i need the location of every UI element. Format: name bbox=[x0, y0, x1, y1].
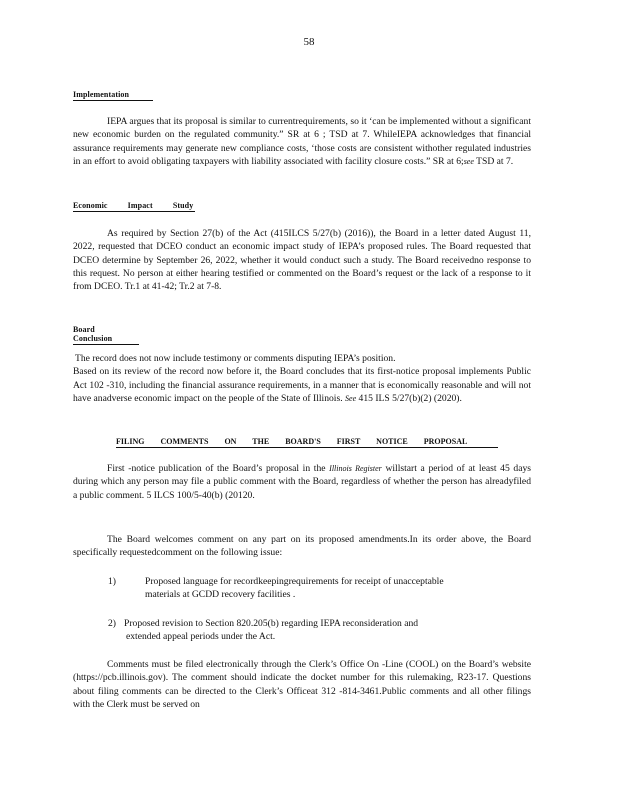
implementation-heading: Implementation bbox=[73, 90, 153, 101]
list-item-number: 2) bbox=[108, 618, 116, 629]
illinois-register: Illinois Register bbox=[329, 464, 382, 473]
implementation-paragraph bbox=[73, 115, 531, 168]
board-conclusion-text: Based on its review of the record now before it, the Board concludes that its first-notice proposal implements Public Act 102 -310, including the financial assurance requirements, in a manner that is economically reasonable and will not have anadverse economic impact on the people of the State of Illinois. bbox=[73, 366, 531, 404]
list-item-line1: Proposed language for recordkeepingrequirements for receipt of unacceptable bbox=[145, 576, 444, 587]
list-item-line2: materials at GCDD recovery facilities . bbox=[145, 589, 296, 601]
filing-p2-text: The Board welcomes comment on any part on its proposed amendments.In its order above, the Board specifically requestedcomment on the following issue: bbox=[73, 534, 531, 559]
filing-paragraph-1 bbox=[73, 462, 531, 502]
board-conclusion-heading: Board Conclusion bbox=[73, 325, 139, 345]
page-number: 58 bbox=[303, 36, 315, 48]
board-conclusion-text-end: 415 ILS 5/27(b)(2) (2020). bbox=[356, 392, 462, 404]
list-item-line1: Proposed revision to Section 820.205(b) regarding IEPA reconsideration and bbox=[124, 618, 419, 629]
board-conclusion-line1: The record does not now include testimony or comments disputing IEPA’s position. bbox=[75, 353, 396, 364]
filing-text-a: First -notice publication of the Board’s proposal in the bbox=[107, 463, 330, 474]
see-citation: see bbox=[463, 156, 474, 166]
filing-paragraph-3 bbox=[73, 658, 531, 711]
list-item-text bbox=[145, 575, 528, 602]
filing-p3-text: Comments must be filed electronically through the Clerk’s Office On -Line (COOL) on the Board’s website (https://pcb.illinois.gov). The comment should indicate the docket number for this rulemaking, R23-17. Questions about filing comments can be directed to the Clerk’s Officeat 312 -814-3461.Public comments and all other filings with the Clerk must be served on bbox=[73, 659, 531, 710]
economic-impact-text: As required by Section 27(b) of the Act (415ILCS 5/27(b) (2016)), the Board in a letter dated August 11, 2022, requested that DCEO conduct an economic impact study of IEPA’s proposed rules. The Board requested that DCEO determine by September 26, 2022, whether it would conduct such a study. The Board receivedno response to this request. No person at either hearing testified or commented on the Board’s request or the lack of a response to it from DCEO. Tr.1 at 41-42; Tr.2 at 7-8. bbox=[73, 228, 531, 293]
filing-text-b: willstart a period of at least 45 days during which any person may file a public comment with the Board, regardless of whether the person has alreadyfiled a public comment. 5 ILCS 100/5-40(b) (20120. bbox=[73, 463, 531, 501]
list-item-number: 1) bbox=[108, 576, 116, 587]
economic-impact-heading: Economic Impact Study bbox=[73, 201, 194, 210]
list-item-text bbox=[124, 617, 528, 644]
implementation-text: IEPA argues that its proposal is similar to currentrequirements, so it ‘can be implemented without a significant new economic burden on the regulated community.” SR at 6 ; TSD at 7. WhileIEPA acknowledges that financial assurance requirements may generate new compliance costs, ‘those costs are consistent withother regulated industries in an effort to avoid obligating taxpayers with liability associated with facility closure costs.” SR at 6; bbox=[73, 116, 531, 167]
implementation-text-end: TSD at 7. bbox=[473, 155, 514, 167]
filing-paragraph-2 bbox=[73, 533, 531, 560]
see-citation-2: See bbox=[345, 393, 357, 403]
economic-impact-paragraph bbox=[73, 227, 531, 293]
list-item-line2: extended appeal periods under the Act. bbox=[126, 631, 276, 643]
board-conclusion-paragraph bbox=[73, 352, 531, 405]
filing-comments-heading: FILING COMMENTS ON THE BOARD'S FIRST NOTICE PROPOSAL bbox=[116, 437, 498, 448]
